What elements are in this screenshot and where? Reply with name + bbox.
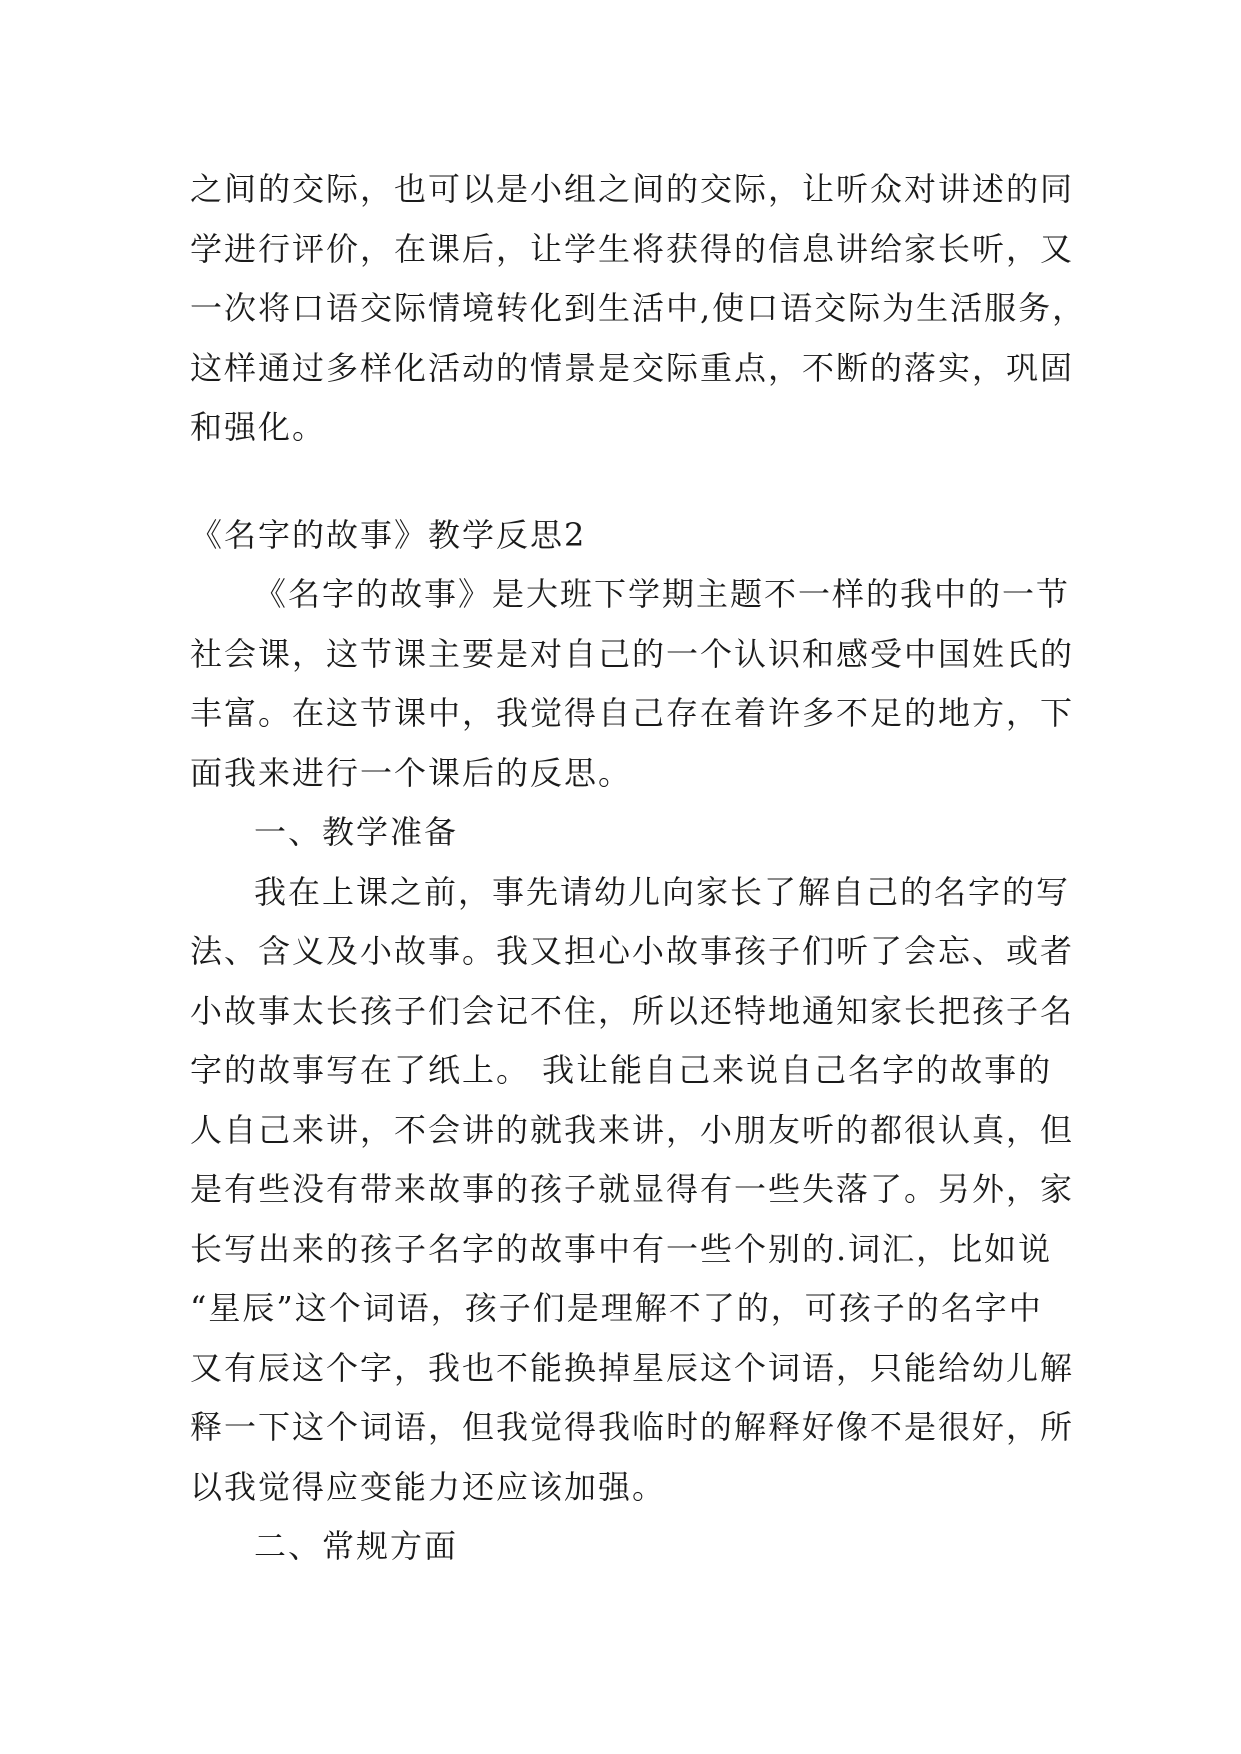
text-line: 面我来进行一个课后的反思。 <box>190 753 633 792</box>
text-line: 人自己来讲，不会讲的就我来讲，小朋友听的都很认真，但 <box>190 1110 1075 1149</box>
text-line: 小故事太长孩子们会记不住，所以还特地通知家长把孩子名 <box>190 991 1075 1030</box>
text-line: 以我觉得应变能力还应该加强。 <box>190 1467 667 1506</box>
text-line: 一次将口语交际情境转化到生活中,使口语交际为生活服务， <box>190 289 1087 327</box>
text-line: 长写出来的孩子名字的故事中有一些个别的.词汇，比如说 <box>190 1229 1053 1268</box>
text-line: 是有些没有带来故事的孩子就显得有一些失落了。另外，家 <box>190 1170 1075 1208</box>
text-line: 社会课，这节课主要是对自己的一个认识和感受中国姓氏的 <box>190 634 1075 673</box>
section-heading <box>190 506 1090 566</box>
heading-text: 《名字的故事》教学反思2 <box>190 516 587 554</box>
subheading-routine: 二、常规方面 <box>254 1527 459 1565</box>
text-line: 法、含义及小故事。我又担心小故事孩子们听了会忘、或者 <box>190 932 1075 970</box>
text-line: “星辰”这个词语，孩子们是理解不了的，可孩子的名字中 <box>190 1289 1043 1327</box>
text-line: 之间的交际，也可以是小组之间的交际，让听众对讲述的同 <box>190 170 1075 208</box>
text-line: 和强化。 <box>190 408 327 446</box>
subheading-preparation: 一、教学准备 <box>254 813 459 851</box>
text-line: 又有辰这个字，我也不能换掉星辰这个词语，只能给幼儿解 <box>190 1348 1075 1387</box>
paragraph-first-line: 我在上课之前，事先请幼儿向家长了解自己的名字的写 <box>254 872 1071 911</box>
paragraph-continuation <box>190 160 1090 458</box>
text-line: 学进行评价，在课后，让学生将获得的信息讲给家长听，又 <box>190 229 1075 268</box>
reflection-body <box>190 565 1090 1577</box>
text-line: 字的故事写在了纸上。 我让能自己来说自己名字的故事的 <box>190 1051 1053 1089</box>
text-line: 释一下这个词语，但我觉得我临时的解释好像不是很好，所 <box>190 1408 1075 1446</box>
text-line: 丰富。在这节课中，我觉得自己存在着许多不足的地方，下 <box>190 694 1075 732</box>
paragraph-first-line: 《名字的故事》是大班下学期主题不一样的我中的一节 <box>254 575 1071 613</box>
text-line: 这样通过多样化活动的情景是交际重点，不断的落实，巩固 <box>190 348 1075 387</box>
